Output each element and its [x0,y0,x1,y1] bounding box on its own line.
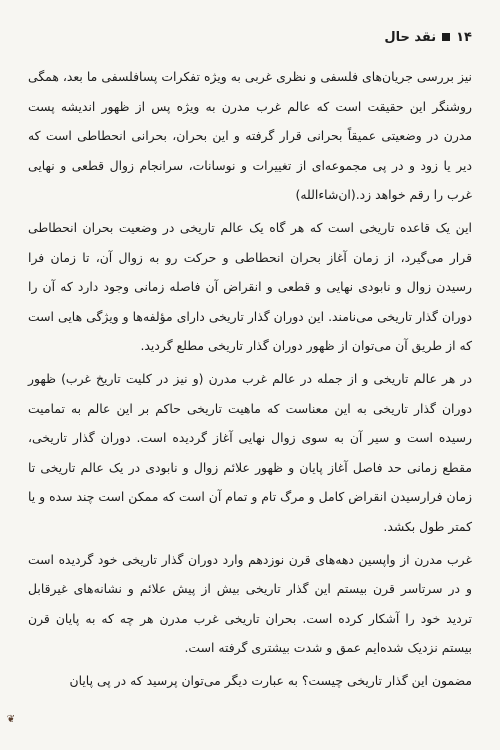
paragraph-2: این یک قاعده تاریخی است که هر گاه یک عالم تاریخی در وضعیت بحران انحطاطی قرار می‌گیرد، از زمان آغاز بحران انحطاطی و حرکت رو به زوال آن، تا زمان فرا رسیدن زوال و نابودی نهایی و قطعی و انقراض آن فاصله زمانی وجود دارد که آن را دوران گذار تاریخی می‌نامند. این دوران گذار تاریخی دارای مؤلفه‌ها و ویژگی هایی است که از طریق آن می‌توان از ظهور دوران گذار تاریخی مطلع گردید. [28,219,472,354]
library-stamp-icon: ❦ [6,713,16,725]
page-header [28,26,472,48]
paragraph-3: در هر عالم تاریخی و از جمله در عالم غرب مدرن (و نیز در کلیت تاریخ غرب) ظهور دوران گذار تاریخی به این معناست که ماهیت تاریخی حاکم بر این عالم به تمامیت رسیده است و سیر آن به سوی زوال نهایی آغاز گردیده است. دوران گذار تاریخی، مقطع زمانی حد فاصل آغاز پایان و ظهور علائم زوال و نابودی در یک عالم تاریخی تا زمان فرارسیدن انقراض کامل و مرگ تام و تمام آن است که ممکن است چند سده و یا کمتر طول بکشد. [28,370,472,534]
book-page [28,26,472,731]
paragraph-1: نیز بررسی جریان‌های فلسفی و نظری غربی به ویژه تفکرات پسافلسفی ما بعد، همگی روشنگر این حقیقت است که عالم غرب مدرن به ویژه پس از ظهور اندیشه پست مدرن در وضعیتی عمیقاً بحرانی قرار گرفته و این بحران، بحرانی انحطاطی است که دیر یا زود و در پی مجموعه‌ای از تغییرات و نوسانات، سرانجام زوال قطعی و نهایی غرب را رقم خواهد زد.(ان‌شاءالله) [28,69,472,203]
running-title: نقد حال [384,29,437,45]
square-bullet-icon [442,33,450,41]
paragraph-5: مضمون این گذار تاریخی چیست؟ به عبارت دیگر می‌توان پرسید که در پی پایان [69,672,472,688]
page-number: ۱۴ [456,29,472,45]
paragraph-4: غرب مدرن از واپسین دهه‌های قرن نوزدهم وارد دوران گذار تاریخی خود گردیده است و در سرتاسر قرن بیستم این گذار تاریخی بیش از پیش علائم و نشانه‌های غیرقابل تردید خود را آشکار کرده است. بحران تاریخی غرب مدرن هر چه که به پایان قرن بیستم نزدیک شده‌ایم عمق و شدت بیشتری گرفته است. [28,551,472,656]
